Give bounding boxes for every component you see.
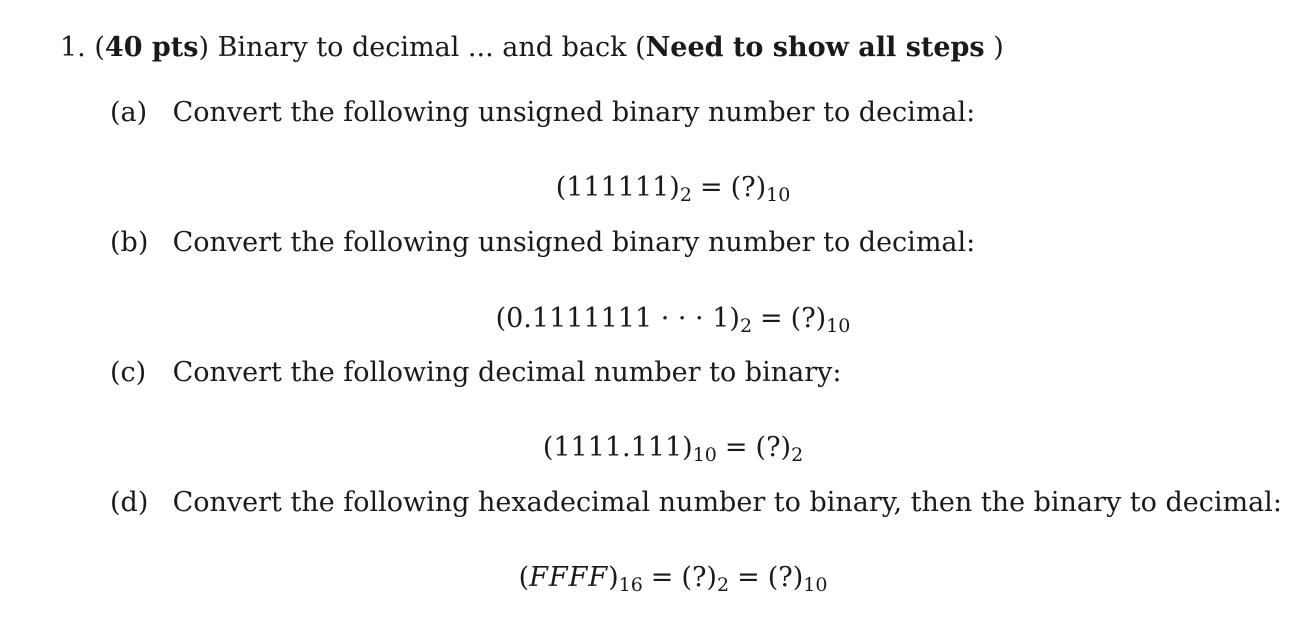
part-b-equals: = [760, 303, 783, 334]
part-c-lhs-value: (1111.111) [542, 432, 693, 463]
part-a-lhs-base: 2 [679, 184, 692, 206]
part-b-prompt [110, 229, 975, 256]
part-c-text: Convert the following decimal number to binary: [172, 357, 842, 388]
question-points: 40 pts [104, 32, 199, 63]
question-heading [60, 34, 1004, 61]
question-title: Binary to decimal ... and back [217, 32, 627, 63]
question-number: 1. [60, 32, 86, 63]
part-c-prompt [110, 359, 841, 386]
part-d-prompt [110, 489, 1282, 516]
part-a-prompt [110, 99, 975, 126]
part-c-equals: = [724, 432, 748, 463]
points-open-paren: ( [94, 32, 105, 63]
part-d-equation [0, 564, 1296, 595]
part-b-rhs-value: (?) [790, 303, 827, 334]
part-b-lhs-base: 2 [739, 315, 753, 337]
part-a-equation [0, 174, 1296, 205]
part-a-equals: = [699, 172, 723, 203]
part-d-rhs-base: 10 [803, 574, 828, 596]
part-d-lhs-close: ) [608, 562, 619, 593]
part-d-lhs-open: ( [518, 562, 530, 593]
part-a-text: Convert the following unsigned binary number to decimal: [172, 97, 976, 128]
points-close-paren: ) [198, 32, 209, 63]
part-a-rhs-base: 10 [766, 184, 791, 206]
part-c-rhs-base: 2 [791, 444, 804, 466]
part-b-rhs-base: 10 [826, 315, 851, 337]
part-b-lhs-value: (0.1111111 · · · 1) [495, 303, 740, 334]
requirement-close-paren: ) [984, 32, 1004, 63]
part-d-lhs-base: 16 [618, 574, 643, 596]
part-d-rhs-value: (?) [767, 562, 804, 593]
part-c-rhs-value: (?) [755, 432, 792, 463]
part-b-label: (b) [110, 227, 149, 258]
part-a-rhs-value: (?) [730, 172, 767, 203]
part-b-equation [0, 305, 1296, 336]
requirement-open-paren: ( [635, 32, 646, 63]
part-a-lhs-value: (111111) [555, 172, 680, 203]
part-d-mid-value: (?) [681, 562, 717, 593]
part-d-label: (d) [110, 487, 149, 518]
part-d-equals-2: = [737, 562, 760, 593]
part-b-text: Convert the following unsigned binary number to decimal: [172, 227, 976, 258]
part-c-lhs-base: 10 [692, 444, 717, 466]
part-d-lhs-value: FFFF [529, 562, 609, 593]
part-a-label: (a) [110, 97, 148, 128]
part-c-equation [0, 434, 1296, 465]
part-d-text: Convert the following hexadecimal number to binary, then the binary to decimal: [172, 487, 1282, 518]
part-d-equals-1: = [650, 562, 674, 593]
part-d-mid-base: 2 [716, 574, 730, 596]
part-c-label: (c) [110, 357, 147, 388]
question-requirement: Need to show all steps [645, 32, 985, 63]
